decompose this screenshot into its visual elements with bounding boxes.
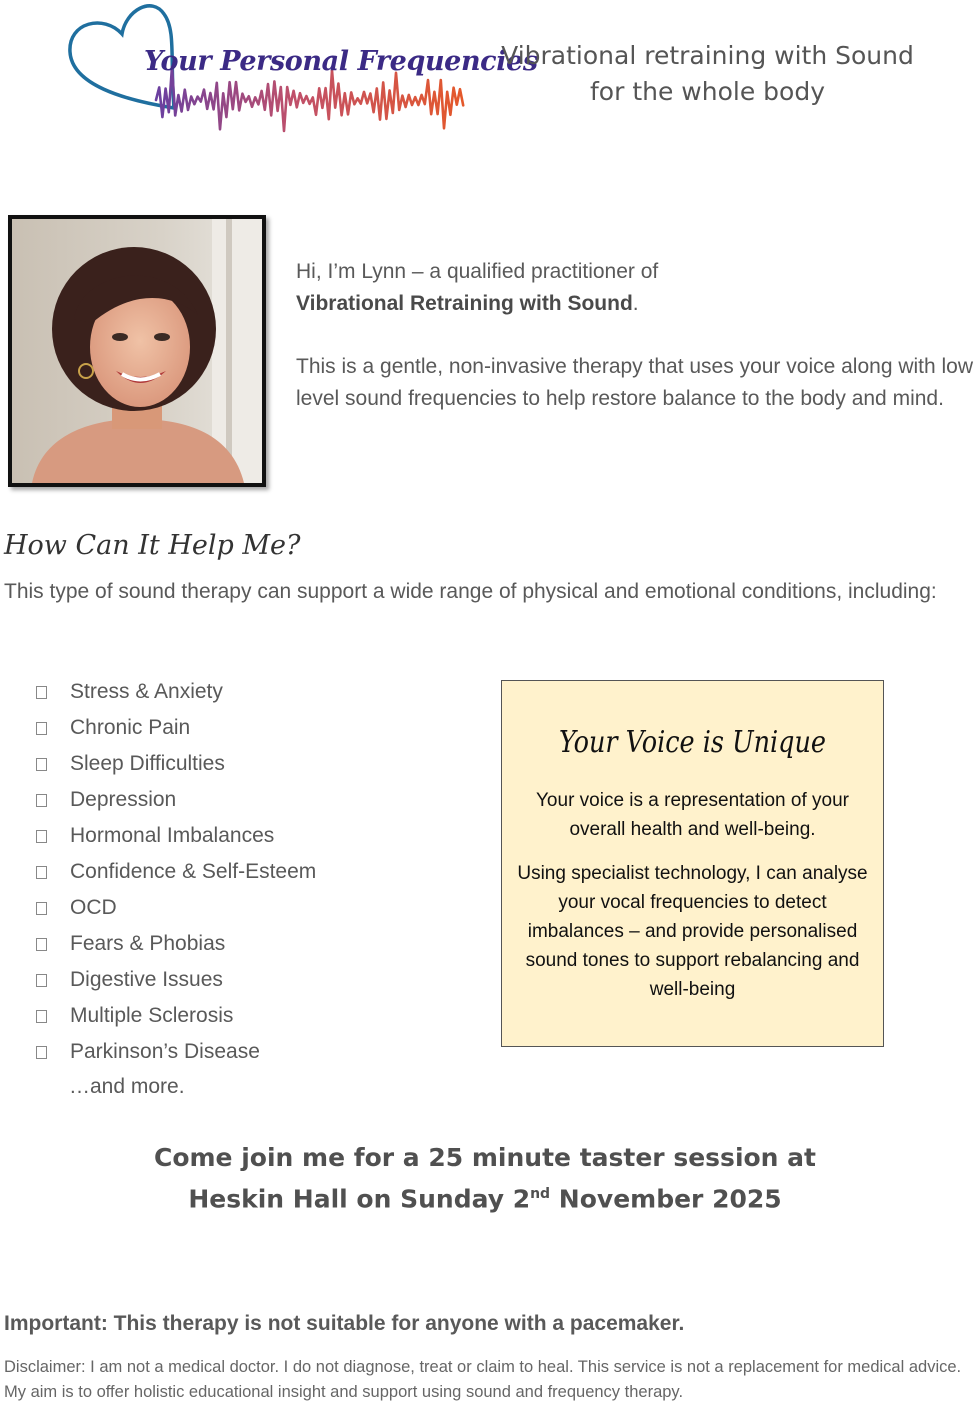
callout-paragraph-1: Your voice is a representation of your overall health and well-being. [536, 790, 849, 840]
checkbox-bullet-icon [36, 758, 47, 771]
checkbox-bullet-icon [36, 974, 47, 987]
help-heading: How Can It Help Me? [4, 530, 301, 561]
list-item [36, 1034, 476, 1070]
list-item [36, 962, 476, 998]
checkbox-bullet-icon [36, 830, 47, 843]
condition-label: Depression [70, 788, 177, 811]
event-line-2-prefix: Heskin Hall on Sunday 2 [188, 1184, 531, 1214]
list-item [36, 854, 476, 890]
list-item [36, 674, 476, 710]
list-item [36, 782, 476, 818]
event-line-2 [100, 1176, 870, 1217]
checkbox-bullet-icon [36, 794, 47, 807]
callout-title: Your Voice is Unique [558, 725, 827, 760]
condition-label: Stress & Anxiety [70, 680, 223, 703]
list-item [36, 890, 476, 926]
checkbox-bullet-icon [36, 866, 47, 879]
condition-label: Parkinson’s Disease [70, 1040, 260, 1063]
checkbox-bullet-icon [36, 1010, 47, 1023]
checkbox-bullet-icon [36, 722, 47, 735]
portrait-illustration [12, 219, 262, 483]
list-item [36, 998, 476, 1034]
logo-text: Your Personal Frequencies [144, 46, 538, 77]
event-announcement [100, 1140, 870, 1217]
intro-line-2-suffix: . [632, 291, 639, 315]
intro-paragraph-2: This is a gentle, non-invasive therapy that uses your voice along with low level sound frequencies to help restore balance to the body and mind. [296, 355, 974, 410]
condition-label: Digestive Issues [70, 968, 223, 991]
therapy-name: Vibrational Retraining with Sound [296, 291, 633, 315]
checkbox-bullet-icon [36, 686, 47, 699]
conditions-list [36, 674, 476, 1070]
help-intro: This type of sound therapy can support a wide range of physical and emotional conditions, including: [4, 580, 937, 603]
condition-label: Chronic Pain [70, 716, 191, 739]
condition-label: Multiple Sclerosis [70, 1004, 234, 1027]
condition-label: Sleep Difficulties [70, 752, 225, 775]
intro-line-1: Hi, I’m Lynn – a qualified practitioner of [296, 260, 659, 283]
event-line-1: Come join me for a 25 minute taster session at [153, 1143, 817, 1172]
checkbox-bullet-icon [36, 902, 47, 915]
tagline-line-2: for the whole body [590, 77, 825, 106]
condition-label: Fears & Phobias [70, 932, 226, 955]
callout-paragraph-2: Using specialist technology, I can analyse your vocal frequencies to detect imbalances – and provide personalised sound tones to support rebalancing and well-being [517, 863, 868, 1000]
and-more-text: …and more. [69, 1075, 185, 1098]
tagline-line-1: Vibrational retraining with Sound [501, 41, 914, 70]
event-date-ordinal: nd [530, 1186, 551, 1202]
intro-paragraph-1 [296, 256, 976, 319]
disclaimer: Disclaimer: I am not a medical doctor. I do not diagnose, treat or claim to heal. This service is not a replacement for medical advice. My aim is to offer holistic educational insight and support using sound and frequency therapy. [4, 1358, 962, 1401]
list-item [36, 926, 476, 962]
condition-label: Confidence & Self-Esteem [70, 860, 317, 883]
pacemaker-warning: Important: This therapy is not suitable for anyone with a pacemaker. [4, 1312, 685, 1335]
intro-text [296, 256, 976, 414]
voice-unique-callout [501, 680, 884, 1047]
condition-label: Hormonal Imbalances [70, 824, 275, 847]
event-line-2-suffix: November 2025 [550, 1184, 782, 1214]
list-item [36, 818, 476, 854]
condition-label: OCD [70, 896, 117, 919]
checkbox-bullet-icon [36, 938, 47, 951]
practitioner-photo [8, 215, 266, 487]
checkbox-bullet-icon [36, 1046, 47, 1059]
tagline [500, 38, 915, 110]
list-item [36, 710, 476, 746]
list-item [36, 746, 476, 782]
